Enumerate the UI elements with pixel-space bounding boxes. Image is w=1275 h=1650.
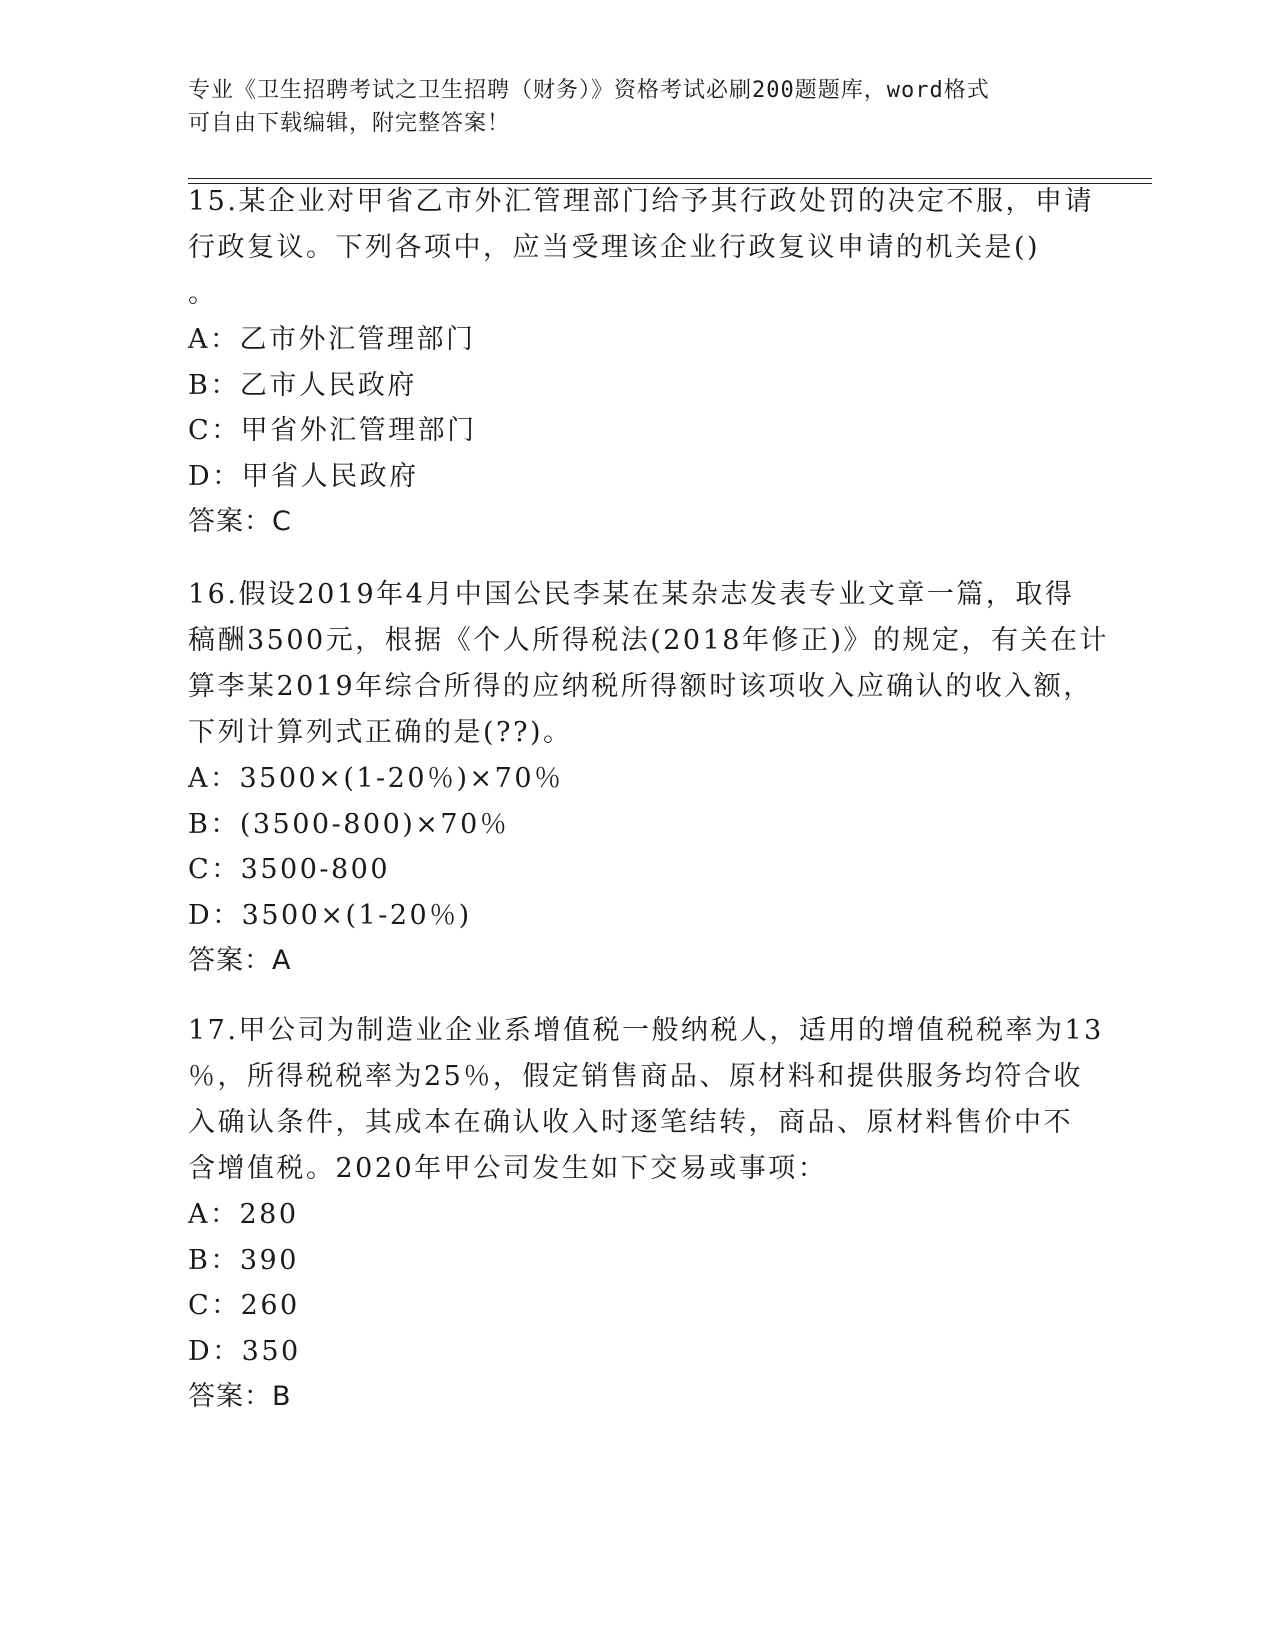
question-stem-line: 下列计算列式正确的是(??)。 xyxy=(188,717,573,748)
question-stem-line: 17.甲公司为制造业企业系增值税一般纳税人，适用的增值税税率为13 xyxy=(188,1015,1104,1046)
option-a: A：乙市外汇管理部门 xyxy=(188,324,476,355)
option-b: B：390 xyxy=(188,1244,299,1276)
option-a: A：3500×(1-20％)×70％ xyxy=(188,763,564,794)
question-17 xyxy=(188,1008,1104,1420)
question-stem-line: 15.某企业对甲省乙市外汇管理部门给予其行政处罚的决定不服，申请 xyxy=(188,186,1094,217)
question-stem-line: 算李某2019年综合所得的应纳税所得额时该项收入应确认的收入额， xyxy=(188,671,1093,702)
option-d: D：甲省人民政府 xyxy=(188,460,419,492)
option-b: B：乙市人民政府 xyxy=(188,369,417,401)
answer-label: 答案：B xyxy=(188,1381,292,1412)
question-stem-line: 16.假设2019年4月中国公民李某在某杂志发表专业文章一篇，取得 xyxy=(188,579,1075,610)
question-stem-line: 含增值税。2020年甲公司发生如下交易或事项： xyxy=(188,1153,828,1184)
header-title-line-1: 专业《卫生招聘考试之卫生招聘（财务）》资格考试必刷200题题库，word格式 xyxy=(188,78,990,103)
answer-label: 答案：C xyxy=(188,506,292,537)
document-header xyxy=(188,74,1088,140)
option-c: C：甲省外汇管理部门 xyxy=(188,415,477,446)
question-stem-line: 。 xyxy=(188,278,218,309)
question-16 xyxy=(188,572,1109,984)
answer-label: 答案：A xyxy=(188,945,292,976)
header-title-line-2: 可自由下载编辑，附完整答案！ xyxy=(188,111,511,136)
option-b: B：(3500-800)×70％ xyxy=(188,808,510,840)
option-d: D：3500×(1-20％) xyxy=(188,899,472,931)
question-15 xyxy=(188,179,1094,545)
option-c: C：260 xyxy=(188,1290,300,1321)
option-a: A：280 xyxy=(188,1199,299,1230)
question-stem-line: 行政复议。下列各项中，应当受理该企业行政复议申请的机关是() xyxy=(188,232,1041,263)
question-stem-line: ％，所得税税率为25％，假定销售商品、原材料和提供服务均符合收 xyxy=(188,1061,1083,1092)
option-c: C：3500-800 xyxy=(188,854,391,885)
question-stem-line: 入确认条件，其成本在确认收入时逐笔结转，商品、原材料售价中不 xyxy=(188,1107,1073,1138)
option-d: D：350 xyxy=(188,1335,301,1367)
question-stem-line: 稿酬3500元，根据《个人所得税法(2018年修正)》的规定，有关在计 xyxy=(188,625,1109,656)
